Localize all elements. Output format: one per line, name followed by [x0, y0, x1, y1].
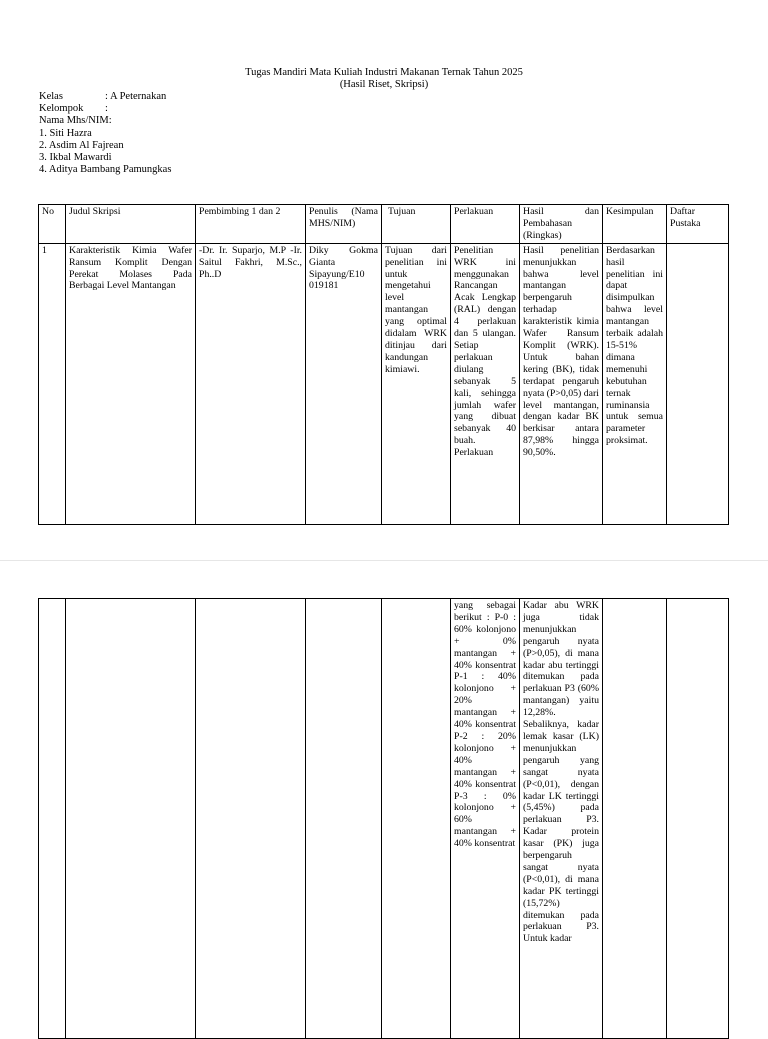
document-subtitle: (Hasil Riset, Skripsi)	[339, 79, 429, 90]
cell-pembimbing-cont	[196, 599, 306, 1039]
cell-judul: Karakteristik Kimia Wafer Ransum Komplit Dengan Perekat Molases Pada Berbagai Level Mantangan	[66, 243, 196, 524]
member-1: 1. Siti Hazra	[39, 127, 92, 139]
kelompok-value: :	[105, 103, 108, 115]
col-header-pembimbing: Pembimbing 1 dan 2	[196, 205, 306, 244]
cell-penulis: Diky Gokma Gianta Sipayung/E10 019181	[306, 243, 382, 524]
col-header-pustaka: Daftar Pustaka	[667, 205, 729, 244]
cell-no-cont	[39, 599, 66, 1039]
group-info	[39, 91, 171, 176]
col-header-no: No	[39, 205, 66, 244]
member-2: 2. Asdim Al Fajrean	[39, 139, 124, 151]
col-header-penulis: Penulis (Nama MHS/NIM)	[306, 205, 382, 244]
table-row	[39, 599, 729, 1039]
research-table	[38, 204, 729, 525]
research-table-continued	[38, 598, 729, 1039]
cell-perlakuan-cont: yang sebagai berikut : P-0 : 60% kolonjono + 0% mantangan + 40% konsentrat P-1 : 40% kolonjono + 20% mantangan + 40% konsentrat P-2 : 20% kolonjono + 40% mantangan + 40% konsentrat P-3 : 0% kolonjono + 60% mantangan + 40% konsentrat	[451, 599, 520, 1039]
cell-hasil: Hasil penelitian menunjukkan bahwa level mantangan berpengaruh terhadap karakteristik kimia Wafer Ransum Komplit (WRK). Untuk bahan kering (BK), tidak terdapat pengaruh nyata (P>0,05) dari level mantangan, dengan kadar BK berkisar antara 87,98% hingga 90,50%.	[520, 243, 603, 524]
document-page-2	[0, 560, 768, 1025]
col-header-tujuan: Tujuan	[382, 205, 451, 244]
cell-tujuan: Tujuan dari penelitian ini untuk mengetahui level mantangan yang optimal didalam WRK ditinjau dari kandungan kimiawi.	[382, 243, 451, 524]
member-4: 4. Aditya Bambang Pamungkas	[39, 164, 172, 176]
col-header-kesimpulan: Kesimpulan	[603, 205, 667, 244]
table-row	[39, 243, 729, 524]
cell-pustaka-cont	[667, 599, 729, 1039]
cell-kesimpulan: Berdasarkan hasil penelitian ini dapat disimpulkan bahwa level mantangan terbaik adalah 15-51% dimana memenuhi kebutuhan ternak ruminansia untuk semua parameter proksimat.	[603, 243, 667, 524]
document-title-block	[0, 67, 768, 91]
cell-judul-cont	[66, 599, 196, 1039]
col-header-hasil: Hasil dan Pembahasan (Ringkas)	[520, 205, 603, 244]
cell-perlakuan: Penelitian WRK ini menggunakan Rancangan Acak Lengkap (RAL) dengan 4 perlakuan dan 5 ulangan. Setiap perlakuan diulang sebanyak 5 kali, sehingga jumlah wafer yang dibuat sebanyak 40 buah. Perlakuan	[451, 243, 520, 524]
kelompok-label: Kelompok	[39, 103, 84, 115]
cell-no: 1	[39, 243, 66, 524]
cell-kesimpulan-cont	[603, 599, 667, 1039]
kelompok-row	[39, 103, 171, 115]
cell-pembimbing: -Dr. Ir. Suparjo, M.P -Ir. Saitul Fakhri, M.Sc., Ph..D	[196, 243, 306, 524]
nama-label: Nama Mhs/NIM:	[39, 115, 112, 127]
member-3: 3. Ikbal Mawardi	[39, 152, 112, 164]
cell-tujuan-cont	[382, 599, 451, 1039]
table-header-row	[39, 205, 729, 244]
cell-penulis-cont	[306, 599, 382, 1039]
kelas-label: Kelas	[39, 91, 63, 102]
cell-pustaka	[667, 243, 729, 524]
cell-hasil-cont: Kadar abu WRK juga tidak menunjukkan pengaruh nyata (P>0,05), di mana kadar abu tertinggi ditemukan pada perlakuan P3 (60% mantangan) yaitu 12,28%. Sebaliknya, kadar lemak kasar (LK) menunjukkan pengaruh yang sangat nyata (P<0,01), dengan kadar LK tertinggi (5,45%) pada perlakuan P3. Kadar protein kasar (PK) juga berpengaruh sangat nyata (P<0,01), di mana kadar PK tertinggi (15,72%) ditemukan pada perlakuan P3. Untuk kadar	[520, 599, 603, 1039]
document-title: Tugas Mandiri Mata Kuliah Industri Makanan Ternak Tahun 2025	[245, 67, 523, 78]
col-header-judul: Judul Skripsi	[66, 205, 196, 244]
col-header-perlakuan: Perlakuan	[451, 205, 520, 244]
kelas-value: : A Peternakan	[105, 91, 167, 102]
kelas-row	[39, 91, 171, 103]
